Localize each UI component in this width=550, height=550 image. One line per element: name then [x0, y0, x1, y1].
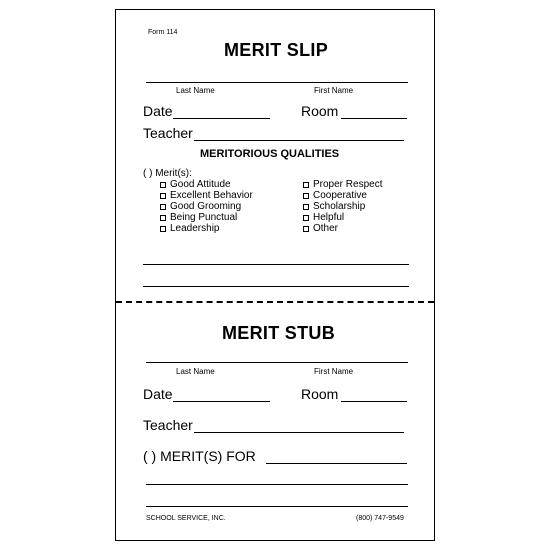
slip-teacher-line[interactable] [194, 140, 404, 141]
slip-last-name-label: Last Name [176, 86, 215, 95]
quality-checkbox[interactable]: Good Grooming [160, 201, 253, 212]
quality-checkbox[interactable]: Leadership [160, 223, 253, 234]
quality-checkbox[interactable]: Good Attitude [160, 179, 253, 190]
checkbox-icon[interactable] [303, 193, 309, 199]
checkbox-icon[interactable] [303, 204, 309, 210]
stub-date-line[interactable] [173, 401, 270, 402]
slip-title: MERIT SLIP [224, 40, 329, 60]
right-qualities-list [303, 179, 382, 234]
slip-teacher-label: Teacher [143, 125, 193, 141]
quality-checkbox[interactable]: Helpful [303, 212, 382, 223]
stub-name-line[interactable] [146, 362, 408, 363]
quality-checkbox[interactable]: Other [303, 223, 382, 234]
slip-name-line[interactable] [146, 82, 408, 83]
stub-comment-line[interactable] [146, 484, 408, 485]
slip-date-label: Date [143, 103, 173, 119]
checkbox-icon[interactable] [303, 215, 309, 221]
slip-room-line[interactable] [341, 118, 407, 119]
checkbox-icon[interactable] [303, 182, 309, 188]
stub-merits-for-line[interactable] [266, 463, 407, 464]
slip-date-line[interactable] [173, 118, 270, 119]
checkbox-icon[interactable] [160, 215, 166, 221]
stub-date-label: Date [143, 386, 173, 402]
form-number: Form 114 [148, 29, 178, 36]
slip-comment-line[interactable] [143, 286, 409, 287]
slip-room-label: Room [301, 103, 339, 119]
quality-checkbox[interactable]: Proper Respect [303, 179, 382, 190]
stub-comment-line[interactable] [146, 506, 408, 507]
quality-checkbox[interactable]: Excellent Behavior [160, 190, 253, 201]
merits-prefix: ( ) Merit(s): [143, 168, 192, 179]
checkbox-icon[interactable] [160, 182, 166, 188]
quality-checkbox[interactable]: Cooperative [303, 190, 382, 201]
checkbox-icon[interactable] [160, 204, 166, 210]
footer-company: SCHOOL SERVICE, INC. [146, 515, 226, 522]
checkbox-icon[interactable] [160, 226, 166, 232]
perforation-line [116, 301, 434, 303]
checkbox-icon[interactable] [160, 193, 166, 199]
stub-merits-for-label: ( ) MERIT(S) FOR [143, 448, 256, 464]
stub-title: MERIT STUB [222, 323, 335, 343]
footer-phone: (800) 747-9549 [356, 515, 404, 522]
slip-comment-line[interactable] [143, 264, 409, 265]
stub-teacher-line[interactable] [194, 432, 404, 433]
stub-last-name-label: Last Name [176, 367, 215, 376]
quality-checkbox[interactable]: Scholarship [303, 201, 382, 212]
merit-slip-form [115, 9, 435, 541]
stub-room-line[interactable] [341, 401, 407, 402]
slip-first-name-label: First Name [314, 86, 354, 95]
stub-room-label: Room [301, 386, 339, 402]
qualities-heading: MERITORIOUS QUALITIES [200, 148, 340, 160]
checkbox-icon[interactable] [303, 226, 309, 232]
left-qualities-list [160, 179, 253, 234]
quality-checkbox[interactable]: Being Punctual [160, 212, 253, 223]
stub-teacher-label: Teacher [143, 417, 193, 433]
stub-first-name-label: First Name [314, 367, 354, 376]
